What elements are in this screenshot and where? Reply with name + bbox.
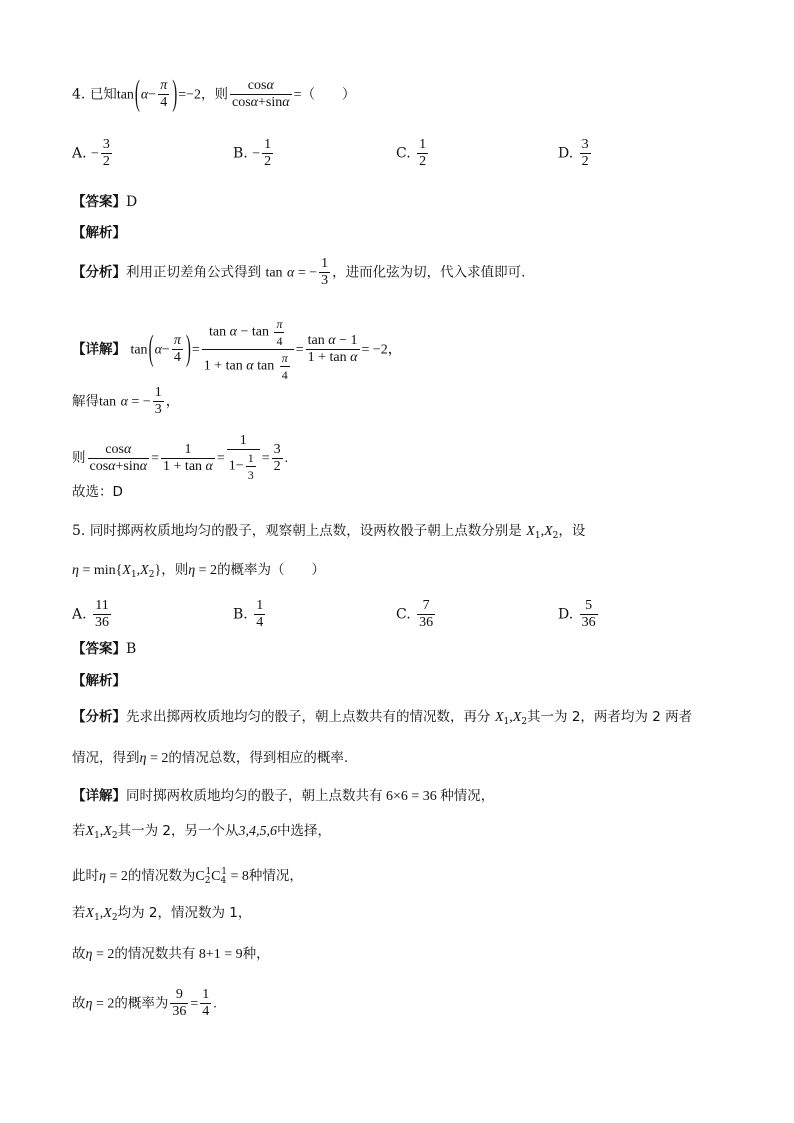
fraction: $\frac{\pi}{4}$ (160, 78, 168, 110)
q4-answer: 【答案】D (72, 194, 138, 210)
q5-line-1: 若$X_1,X_2$其一为 2，另一个从3,4,5,6中选择， (72, 823, 331, 841)
q5-stem-line2: $\eta = \min\{X_1,X_2\}$，则η = 2的概率为（ ） (72, 562, 326, 580)
fraction: $\frac{\cos\alpha}{\cos\alpha+\sin\alpha}$ (232, 78, 290, 110)
q4-stem: 4. 已知tan(α− $\frac{\pi}{4}$ )=−2，则 $\frac{\cos\alpha}{\cos\alpha+\sin\alpha}$ =（ ） (72, 75, 356, 114)
q5-analysis-heading: 【解析】 (72, 673, 126, 689)
q5-option-a: A. $\frac{11}{36}$ (72, 598, 110, 630)
q5-option-b: B. $\frac{1}{4}$ (233, 598, 264, 630)
q4-option-a: A. − $\frac{3}{2}$ (72, 137, 110, 169)
q4-detail: 【详解】 tan(α− $\frac{\pi}{4}$ )= tan α − tan $\frac{\pi}{4}$ 1 + tan α tan $\frac{\pi}{4}$ = $\frac{\text{tan α − 1}}{\text{1 + tan α}}$ = −2， (72, 317, 402, 382)
q5-detail: 【详解】同时掷两枚质地均匀的骰子，朝上点数共有 6×6 = 36 种情况， (72, 788, 495, 804)
q5-line-4: 故η = 2的情况数共有 8+1 = 9种， (72, 946, 270, 962)
q4-choose: 故选：D (72, 484, 123, 500)
q5-fenxi-line2: 情况，得到η = 2的情况总数，得到相应的概率. (72, 750, 349, 766)
q4-analysis-heading: 【解析】 (72, 225, 126, 241)
q4-solve: 解得tan α = − $\frac{1}{3}$ ， (72, 385, 180, 417)
q4-option-b: B. − $\frac{1}{2}$ (233, 137, 272, 169)
q5-fenxi-line1: 【分析】先求出掷两枚质地均匀的骰子，朝上点数共有的情况数，再分 $X_1,X_2$其一为 2，两者均为 2 两者 (72, 709, 693, 727)
q5-option-c: C. $\frac{7}{36}$ (396, 598, 434, 630)
q5-line-5: 故η = 2的概率为 $\frac{9}{36}$ = $\frac{1}{4}$ . (72, 987, 217, 1019)
q5-option-d: D. $\frac{5}{36}$ (558, 598, 596, 630)
q5-line-2: 此时η = 2的情况数为$C_2^1C_4^1 = 8$种情况， (72, 867, 303, 886)
q5-line-3: 若$X_1,X_2$均为 2，情况数为 1， (72, 905, 252, 923)
q5-stem-line1: 5. 同时掷两枚质地均匀的骰子，观察朝上点数，设两枚骰子朝上点数分别是 $X_1,X_2$，设 (72, 523, 586, 541)
q4-number: 4. (72, 86, 86, 103)
q4-option-d: D. $\frac{3}{2}$ (558, 137, 589, 169)
q4-option-c: C. $\frac{1}{2}$ (396, 137, 427, 169)
q4-then: 则 $\frac{\cos\alpha}{\cos\alpha+\sin\alpha}$ = $\frac{1}{\text{1 + tan α}}$ = 1 1− $\frac{1}{3}$ = $\frac{3}{2}$ . (72, 433, 289, 482)
q5-answer: 【答案】B (72, 641, 137, 657)
q5-number: 5. (72, 523, 86, 539)
q4-fenxi: 【分析】利用正切差角公式得到 tan α = − $\frac{1}{3}$ ，进而化弦为切，代入求值即可. (72, 256, 526, 288)
